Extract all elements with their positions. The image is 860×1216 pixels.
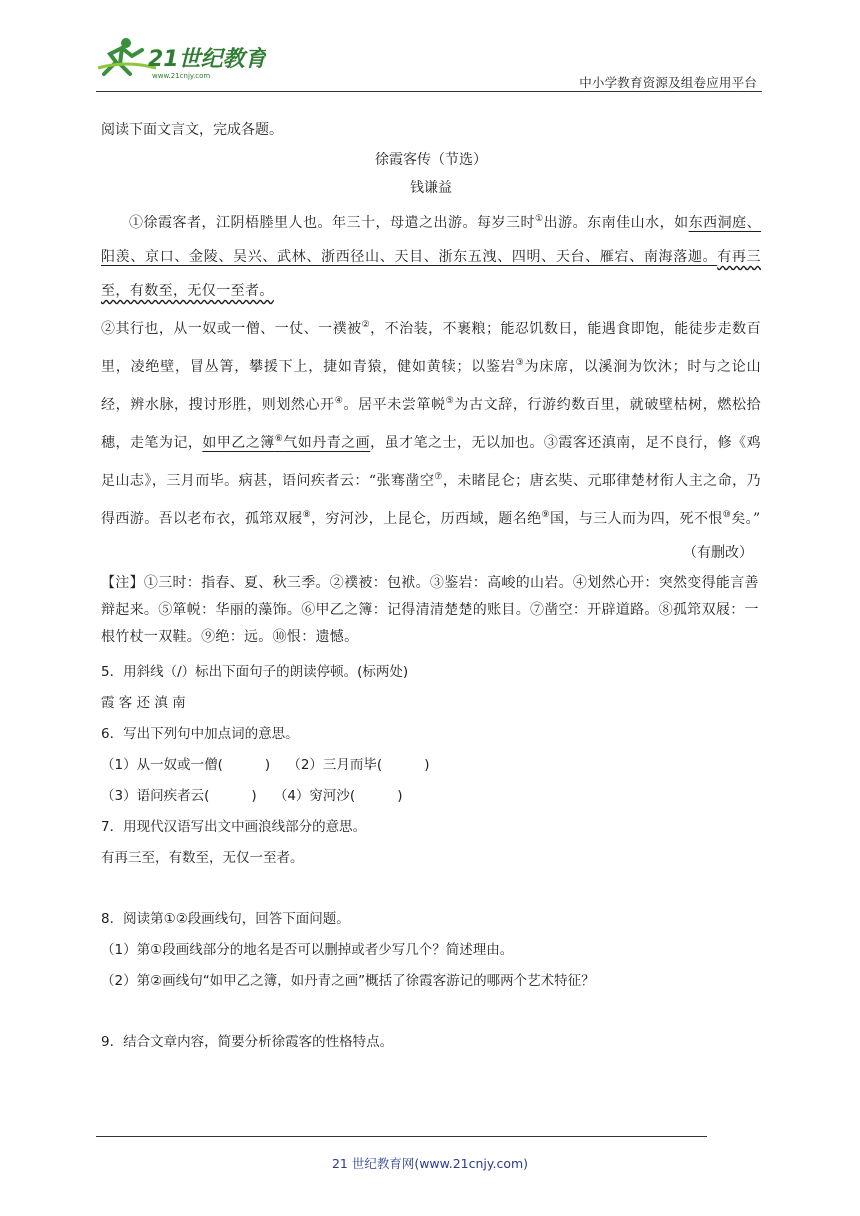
text-run: 出游。东南佳山水，如 [543, 215, 689, 231]
text-run: 为古文辞，行游约数百里，就破壁枯树，燃松拾穗，走笔为记， [101, 397, 762, 451]
footnote-ref: ⑥ [274, 434, 284, 444]
text-run: 。居平未尝箪帨 [343, 397, 446, 413]
wavy-underlined-sentence: 有再三至，有数至，无仅一至者。 [101, 249, 761, 299]
footnote-ref: ④ [334, 396, 344, 406]
site-logo [96, 34, 266, 82]
dotted-word: 从 · [137, 757, 151, 773]
text-run: ②其行也，从一奴或一僧、一仗、一襆被 [101, 321, 362, 337]
footnote-ref: ⑩ [722, 510, 732, 520]
question-8-1: （1）第①段画线部分的地名是否可以删掉或者少写几个？简述理由。 [101, 942, 514, 958]
paragraph-1 [101, 202, 761, 308]
text-run: （3） [101, 788, 137, 804]
article-title: 徐霞客传（节选） [375, 152, 487, 168]
question-5-sentence: 霞 客 还 滇 南 [101, 695, 186, 711]
text-run: ) [264, 757, 271, 773]
question-9: 9．结合文章内容，简要分析徐霞客的性格特点。 [101, 1034, 394, 1050]
underlined-place-names: 东西洞庭、阳羡、京口、金陵、吴兴、武林、浙西径山、天目、浙东五洩、四明、天台、雁宕、南海落迦。 [101, 215, 762, 265]
answer-space [101, 997, 761, 1027]
question-5: 5．用斜线（/）标出下面句子的朗读停顿。(标两处) [101, 664, 409, 680]
platform-name: 中小学教育资源及组卷应用平台 [579, 75, 757, 90]
header-divider [96, 91, 762, 92]
text-run: 为床席，以溪涧为饮沐；时与之论山经，辨水脉，搜讨形胜，则划然心开 [101, 359, 762, 413]
source-note: （有删改） [683, 545, 753, 561]
text-run: ，不治装，不裹粮；能忍饥数日，能遇食即饱，能徒步走数百里，凌绝壁，冒丛箐，攀援下上，捷如青猿，健如黄犊；以鉴岩 [101, 321, 761, 375]
text-run: 河沙( [322, 788, 356, 804]
text-run: ) [251, 788, 257, 804]
footnote-ref: ⑤ [445, 396, 455, 406]
answer-space [101, 874, 761, 904]
text-run: ，未睹昆仑；唐玄奘、元耶律楚材衔人主之命，乃得西游。吾以老布衣，孤筇双屐 [101, 473, 761, 527]
annotation-notes: 【注】①三时：指春、夏、秋三季。②襆被：包袱。③鉴岩：高峻的山岩。④划然心开：突然变得能言善 辩起来。⑤箪帨：华丽的藻饰。⑥甲乙之簿：记得清清楚楚的账目。⑦凿空：开辟道路。⑧孤筇双屐：一根竹杖一双鞋。⑨绝：远。⑩恨：遗憾。 [101, 575, 759, 645]
text-run: （2）三月而 [287, 757, 364, 773]
footnote-ref: ⑨ [541, 510, 550, 520]
text-run: 问疾者云( [150, 788, 210, 804]
footnote-ref: ① [535, 214, 544, 224]
text-run: ) [424, 757, 430, 773]
question-6-row-2 [101, 781, 761, 812]
runner-logo-icon [96, 34, 266, 82]
document-body [101, 116, 761, 1058]
footer-divider [96, 1136, 707, 1137]
underlined-phrase [202, 435, 370, 451]
question-6-row-1 [101, 750, 761, 781]
text-run: 矣。” [731, 511, 761, 527]
text-run: 如甲乙之簿 [202, 435, 275, 451]
logo-text: 21世纪教育 [148, 47, 266, 72]
footnote-ref: ⑦ [434, 472, 443, 482]
footnote-ref: ⑧ [302, 510, 312, 520]
text-run: ，虽才笔之士，无以加也。③霞客还滇南，足不良行，修《鸡足山志》，三月而毕。病甚，语问疾者云：“张骞凿空 [101, 435, 761, 489]
text-run: ，穷河沙，上昆仑，历西域，题名绝 [311, 511, 542, 527]
instructions: 阅读下面文言文，完成各题。 [101, 122, 283, 138]
text-run: ①徐霞客者，江阴梧塍里人也。年三十，母遣之出游。每岁三时 [129, 215, 536, 231]
footnote-ref: ② [361, 320, 371, 330]
footer-link[interactable]: 21 世纪教育网(www.21cnjy.com) [331, 1156, 529, 1171]
question-6: 6．写出下列句中加点词的意思。 [101, 726, 299, 742]
dotted-word: 语 · [137, 788, 151, 804]
footnote-ref: ③ [515, 358, 525, 368]
question-7-sentence: 有再三至，有数至，无仅一至者。 [101, 850, 304, 866]
dotted-word: 穷 · [309, 788, 323, 804]
logo-url: www.21cnjy.com [152, 72, 211, 80]
paragraph-2 [101, 308, 761, 536]
text-run: （1） [101, 757, 137, 773]
text-run: 国，与三人而为四，死不恨 [549, 511, 723, 527]
question-8-2: （2）第②画线句“如甲乙之簿，如丹青之画”概括了徐霞客游记的哪两个艺术特征？ [101, 973, 595, 989]
text-run: ) [397, 788, 403, 804]
text-run: 一奴或一僧( [150, 757, 223, 773]
dotted-word: 毕 · [363, 757, 377, 773]
question-8: 8．阅读第①②段画线句，回答下面问题。 [101, 911, 350, 927]
question-7: 7．用现代汉语写出文中画浪线部分的意思。 [101, 819, 367, 835]
text-run: 气如丹青之画 [283, 435, 371, 451]
article-author: 钱谦益 [410, 180, 452, 196]
text-run: （4） [273, 788, 310, 804]
text-run: ( [376, 757, 383, 773]
